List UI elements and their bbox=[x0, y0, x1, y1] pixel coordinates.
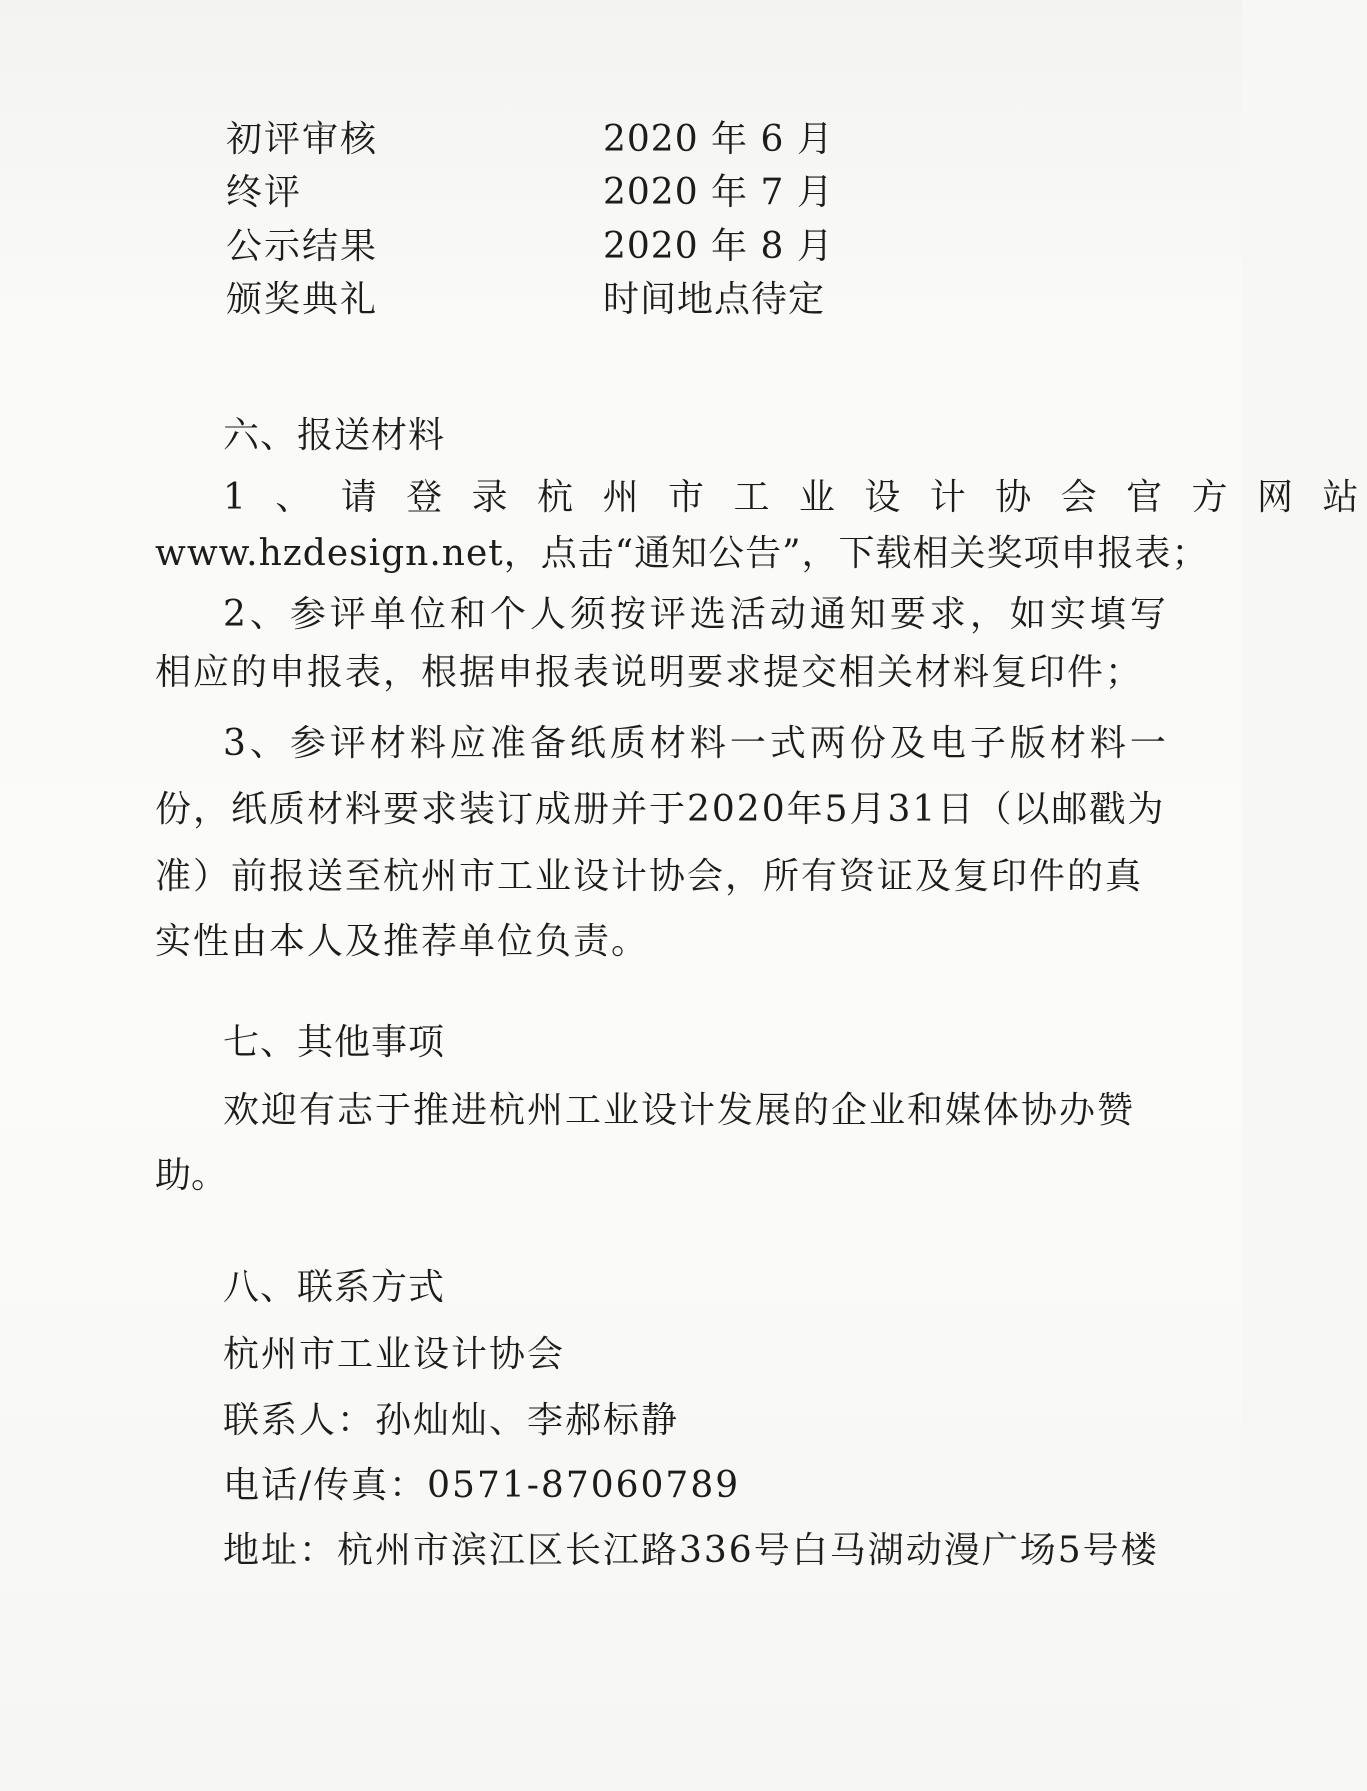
schedule-table bbox=[0, 0, 1242, 360]
contact-organization: 杭州市工业设计协会 bbox=[223, 1334, 566, 1375]
schedule-item: 终评 bbox=[226, 172, 303, 213]
schedule-time: 2020 年 6 月 bbox=[603, 119, 834, 160]
paragraph-line: www.hzdesign.net，点击“通知公告”，下载相关奖项申报表； bbox=[155, 533, 1209, 574]
paragraph-line: 欢迎有志于推进杭州工业设计发展的企业和媒体协办赞 bbox=[223, 1090, 1136, 1131]
section-heading: 八、联系方式 bbox=[223, 1267, 446, 1308]
paragraph-line: 助。 bbox=[155, 1155, 228, 1196]
schedule-item: 颁奖典礼 bbox=[226, 279, 379, 320]
schedule-item: 初评审核 bbox=[226, 119, 379, 160]
paragraph-line: 份，纸质材料要求装订成册并于2020年5月31日（以邮戳为 bbox=[155, 789, 1166, 830]
contact-phone: 电话/传真：0571-87060789 bbox=[223, 1465, 741, 1506]
contact-person: 联系人：孙灿灿、李郝标静 bbox=[223, 1400, 680, 1441]
paragraph-line: 准）前报送至杭州市工业设计协会，所有资证及复印件的真 bbox=[155, 856, 1144, 897]
section-heading: 七、其他事项 bbox=[223, 1022, 446, 1063]
schedule-time: 2020 年 8 月 bbox=[603, 226, 834, 267]
paragraph-line: 相应的申报表，根据申报表说明要求提交相关材料复印件； bbox=[155, 652, 1144, 693]
schedule-row bbox=[0, 274, 1242, 326]
schedule-time: 时间地点待定 bbox=[603, 279, 826, 320]
schedule-row bbox=[0, 114, 1242, 166]
schedule-time: 2020 年 7 月 bbox=[603, 172, 834, 213]
paragraph-line: 2、参评单位和个人须按评选活动通知要求，如实填写 bbox=[223, 594, 1170, 635]
contact-address: 地址：杭州市滨江区长江路336号白马湖动漫广场5号楼 bbox=[223, 1530, 1159, 1571]
schedule-row bbox=[0, 167, 1242, 219]
section-heading: 六、报送材料 bbox=[223, 415, 446, 456]
schedule-item: 公示结果 bbox=[226, 226, 379, 267]
paragraph-line: 实性由本人及推荐单位负责。 bbox=[155, 921, 650, 962]
paragraph-line: 3、参评材料应准备纸质材料一式两份及电子版材料一 bbox=[223, 723, 1170, 764]
paragraph-line: 1 、 请 登 录 杭 州 市 工 业 设 计 协 会 官 方 网 站 bbox=[223, 477, 1367, 518]
schedule-row bbox=[0, 221, 1242, 273]
